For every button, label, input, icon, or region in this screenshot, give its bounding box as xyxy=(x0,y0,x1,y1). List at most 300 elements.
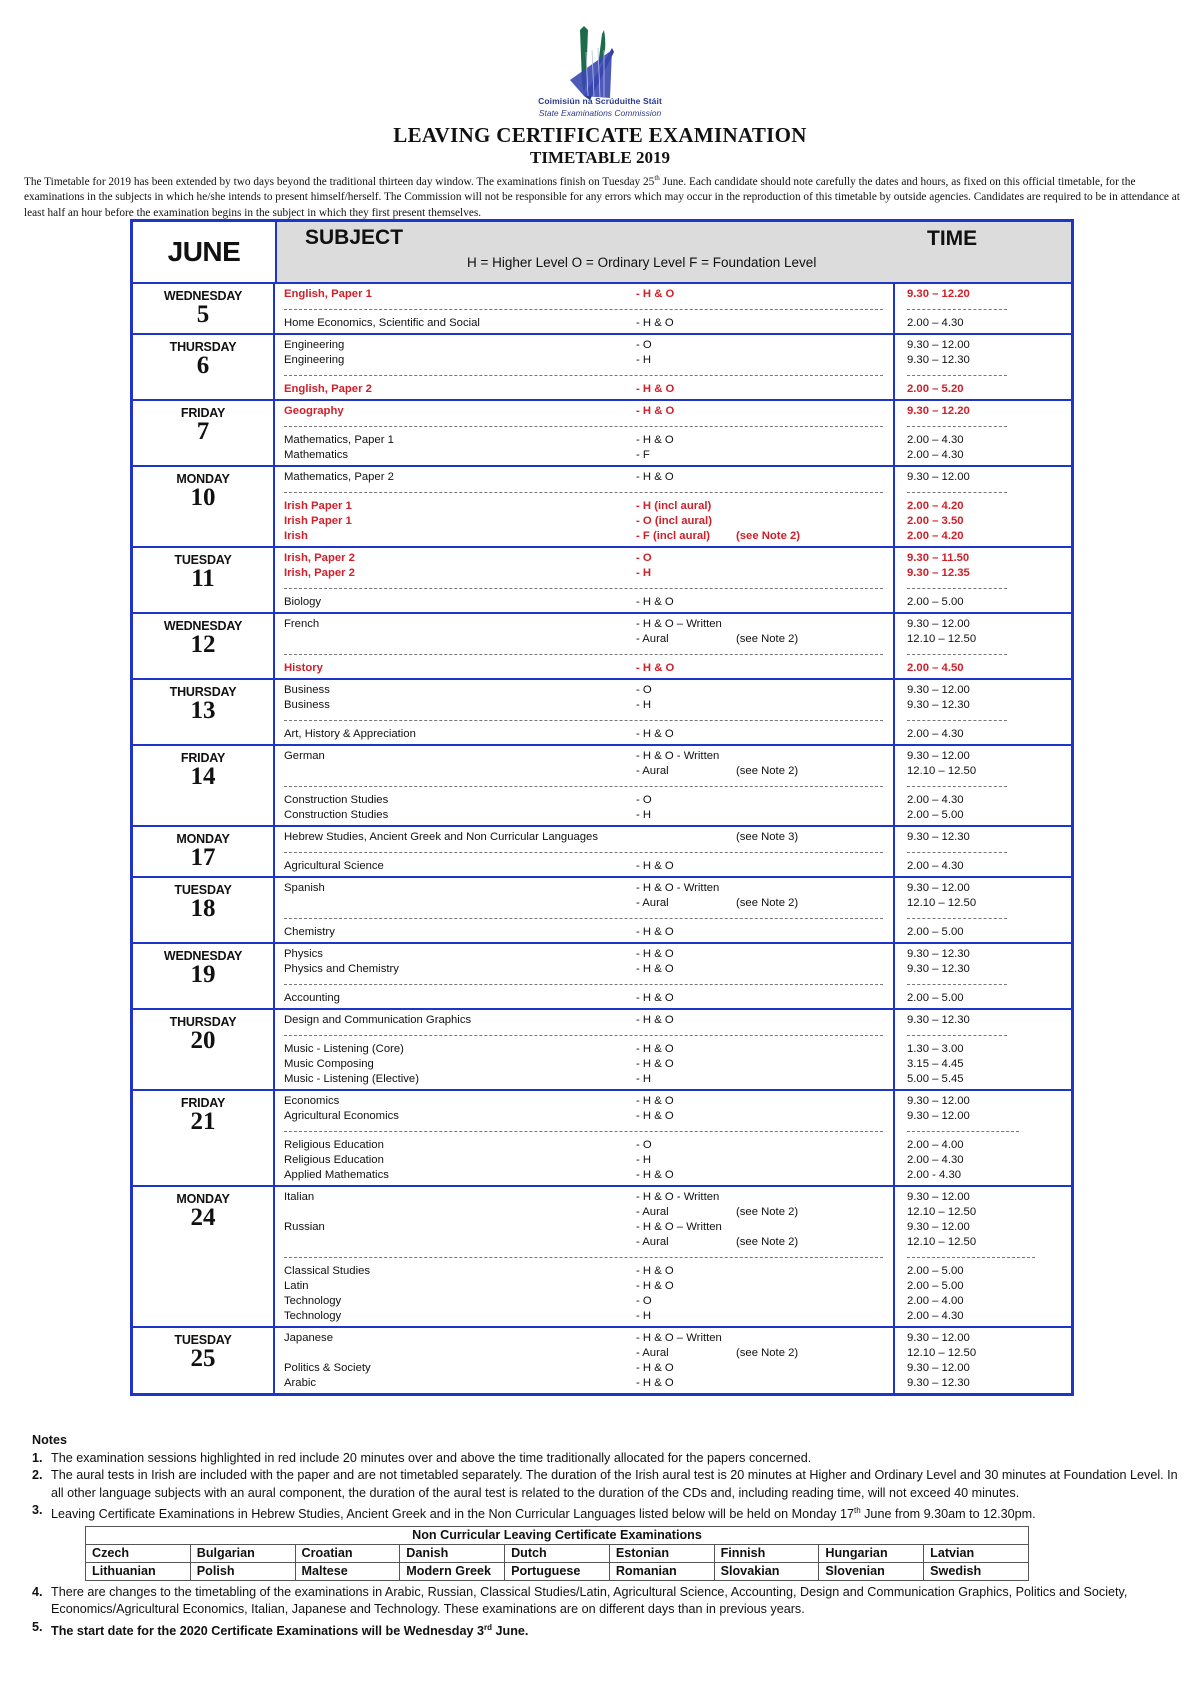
exam-time: 9.30 – 12.00 xyxy=(907,1095,970,1107)
exam-time: 2.00 – 3.50 xyxy=(907,515,964,527)
note-text-part: Leaving Certificate Examinations in Hebrew Studies, Ancient Greek and in the Non Curricular Languages listed below will be held on Monday 17 xyxy=(51,1507,854,1522)
note-3 xyxy=(32,1502,1182,1524)
session-divider xyxy=(907,977,1071,991)
sec-harp-logo xyxy=(540,22,660,122)
subject-name: Religious Education xyxy=(284,1154,384,1166)
exam-note xyxy=(736,1294,856,1309)
session-divider xyxy=(284,713,893,727)
note-superscript: rd xyxy=(484,1622,492,1632)
exam-level: - H (incl aural) xyxy=(636,500,712,512)
exam-level: - H & O xyxy=(636,926,674,938)
exam-time: 2.00 – 4.30 xyxy=(907,317,964,329)
exam-entry xyxy=(284,1235,893,1250)
exam-entry xyxy=(284,947,893,962)
exam-entry xyxy=(284,353,893,368)
exam-level: - O xyxy=(636,684,652,696)
note-number: 4. xyxy=(32,1584,43,1599)
session-divider xyxy=(284,779,893,793)
language-cell: Croatian xyxy=(295,1544,400,1562)
exam-time: 9.30 – 12.00 xyxy=(907,1332,970,1344)
language-cell: Maltese xyxy=(295,1562,400,1580)
exam-note: (see Note 2) xyxy=(736,530,801,542)
exam-note xyxy=(736,551,856,566)
exam-note xyxy=(736,925,856,940)
exam-time: 9.30 – 12.00 xyxy=(907,1191,970,1203)
subject-name: French xyxy=(284,618,320,630)
exam-time: 9.30 – 12.20 xyxy=(907,405,970,417)
subjects-cell xyxy=(275,284,895,333)
notes-heading: Notes xyxy=(32,1433,67,1447)
exam-level: - H & O xyxy=(636,1265,674,1277)
exam-entry xyxy=(284,632,893,647)
exam-time: 2.00 – 4.30 xyxy=(907,1310,964,1322)
language-cell: Romanian xyxy=(609,1562,714,1580)
exam-note xyxy=(736,1057,856,1072)
language-cell: Danish xyxy=(400,1544,505,1562)
session-divider xyxy=(284,1028,893,1042)
exam-entry xyxy=(284,793,893,808)
subject-header: SUBJECT xyxy=(305,226,404,249)
exam-time: 2.00 - 4.30 xyxy=(907,1169,962,1181)
exam-level: - H & O – Written xyxy=(636,1332,722,1344)
subjects-cell xyxy=(275,548,895,612)
day-row xyxy=(133,878,1071,944)
exam-time: 12.10 – 12.50 xyxy=(907,1206,977,1218)
session-divider xyxy=(284,1250,893,1264)
session-divider xyxy=(284,485,893,499)
exam-time: 2.00 – 4.50 xyxy=(907,662,964,674)
subject-name: Design and Communication Graphics xyxy=(284,1014,472,1026)
subject-name: Irish xyxy=(284,530,308,542)
day-number: 25 xyxy=(190,1345,216,1372)
exam-time: 9.30 – 12.00 xyxy=(907,1221,970,1233)
day-name: FRIDAY xyxy=(180,751,226,765)
times-cell xyxy=(895,827,1071,876)
day-name: WEDNESDAY xyxy=(163,289,243,303)
subject-name: Engineering xyxy=(284,339,345,351)
session-divider xyxy=(907,713,1071,727)
exam-entry xyxy=(284,1376,893,1391)
subject-name xyxy=(284,1235,636,1250)
exam-note xyxy=(736,1072,856,1087)
day-row xyxy=(133,335,1071,401)
subject-name: German xyxy=(284,750,325,762)
exam-level: - H & O - Written xyxy=(636,750,720,762)
exam-time: 12.10 – 12.50 xyxy=(907,897,977,909)
day-number: 6 xyxy=(196,352,210,379)
exam-level: - H & O xyxy=(636,317,674,329)
session-divider xyxy=(907,581,1071,595)
subject-name: Politics & Society xyxy=(284,1362,371,1374)
note-text-part: June from 9.30am to 12.30pm. xyxy=(860,1507,1036,1522)
times-cell xyxy=(895,1187,1071,1326)
session-divider xyxy=(907,1250,1071,1264)
exam-entry xyxy=(284,595,893,610)
day-date-cell xyxy=(133,827,275,876)
exam-note: (see Note 2) xyxy=(736,1206,799,1218)
exam-entry xyxy=(284,925,893,940)
exam-time: 2.00 – 4.30 xyxy=(907,728,964,740)
exam-note xyxy=(736,991,856,1006)
day-name: THURSDAY xyxy=(169,685,237,699)
session-divider xyxy=(907,1124,1071,1138)
exam-time: 2.00 – 5.00 xyxy=(907,809,964,821)
exam-level: - O xyxy=(636,1295,652,1307)
language-cell: Lithuanian xyxy=(86,1562,191,1580)
exam-level: - Aural xyxy=(636,897,669,909)
times-cell xyxy=(895,746,1071,825)
exam-level: - Aural xyxy=(636,765,669,777)
day-row xyxy=(133,827,1071,878)
day-date-cell xyxy=(133,467,275,546)
exam-level: - H xyxy=(636,699,652,711)
exam-level: - H & O xyxy=(636,860,674,872)
subject-name: Russian xyxy=(284,1221,325,1233)
exam-time: 2.00 – 4.30 xyxy=(907,434,964,446)
exam-time: 2.00 – 5.00 xyxy=(907,992,964,1004)
exam-time: 2.00 – 5.00 xyxy=(907,596,964,608)
subjects-cell xyxy=(275,467,895,546)
exam-level: - Aural xyxy=(636,1236,669,1248)
subject-name: Construction Studies xyxy=(284,794,389,806)
exam-note xyxy=(736,947,856,962)
exam-note xyxy=(736,514,856,529)
session-divider xyxy=(284,647,893,661)
day-number: 24 xyxy=(190,1204,216,1231)
exam-note xyxy=(736,382,856,397)
day-name: THURSDAY xyxy=(169,340,237,354)
subject-name: Spanish xyxy=(284,882,325,894)
exam-entry xyxy=(284,514,893,529)
exam-level: - H & O xyxy=(636,288,675,300)
day-date-cell xyxy=(133,284,275,333)
subject-name: Technology xyxy=(284,1310,342,1322)
subject-name: Mathematics, Paper 2 xyxy=(284,471,394,483)
exam-entry xyxy=(284,683,893,698)
exam-level: - H & O xyxy=(636,1014,674,1026)
exam-time: 9.30 – 12.30 xyxy=(907,831,970,843)
day-row xyxy=(133,284,1071,335)
day-date-cell xyxy=(133,1328,275,1393)
subjects-cell xyxy=(275,1328,895,1393)
exam-note xyxy=(736,1331,856,1346)
exam-level: - H xyxy=(636,567,652,579)
day-name: TUESDAY xyxy=(174,1333,232,1347)
exam-level: - O (incl aural) xyxy=(636,515,712,527)
exam-note xyxy=(736,793,856,808)
exam-entry xyxy=(284,991,893,1006)
exam-entry xyxy=(284,698,893,713)
exam-time: 2.00 – 5.00 xyxy=(907,926,964,938)
session-divider xyxy=(284,581,893,595)
subject-name xyxy=(284,764,636,779)
exam-note xyxy=(736,962,856,977)
exam-level: - H & O – Written xyxy=(636,618,722,630)
session-divider xyxy=(907,845,1071,859)
exam-level: - H xyxy=(636,1154,652,1166)
language-cell: Dutch xyxy=(505,1544,610,1562)
exam-time: 9.30 – 12.30 xyxy=(907,354,970,366)
subjects-cell xyxy=(275,746,895,825)
exam-entry xyxy=(284,470,893,485)
exam-level: - H & O xyxy=(636,471,674,483)
exam-entry xyxy=(284,661,893,676)
day-number: 17 xyxy=(190,844,216,871)
exam-entry xyxy=(284,1094,893,1109)
subject-name: Irish, Paper 2 xyxy=(284,552,355,564)
exam-entry xyxy=(284,1042,893,1057)
exam-level: - H xyxy=(636,354,652,366)
day-name: FRIDAY xyxy=(180,1096,226,1110)
day-number: 5 xyxy=(196,301,210,328)
subject-name: Biology xyxy=(284,596,322,608)
exam-time: 12.10 – 12.50 xyxy=(907,633,977,645)
subjects-cell xyxy=(275,680,895,744)
exam-note xyxy=(736,617,856,632)
exam-level: - H & O – Written xyxy=(636,1221,722,1233)
exam-level: - H & O xyxy=(636,1095,674,1107)
day-date-cell xyxy=(133,1010,275,1089)
exam-time: 9.30 – 12.30 xyxy=(907,699,970,711)
day-date-cell xyxy=(133,680,275,744)
times-cell xyxy=(895,1328,1071,1393)
subjects-cell xyxy=(275,614,895,678)
note-text-part: The start date for the 2020 Certificate Examinations will be Wednesday 3 xyxy=(51,1623,484,1638)
exam-note xyxy=(736,1153,856,1168)
subject-name: Construction Studies xyxy=(284,809,389,821)
exam-note xyxy=(736,566,856,581)
day-date-cell xyxy=(133,746,275,825)
session-divider xyxy=(907,368,1071,382)
language-cell: Polish xyxy=(190,1562,295,1580)
day-row xyxy=(133,467,1071,548)
exam-entry xyxy=(284,1013,893,1028)
subject-name: Engineering xyxy=(284,354,345,366)
note-1 xyxy=(32,1450,1182,1468)
non-curricular-table-body xyxy=(86,1544,1029,1580)
day-number: 14 xyxy=(190,763,216,790)
times-cell xyxy=(895,680,1071,744)
subject-name: Agricultural Science xyxy=(284,860,384,872)
exam-time: 1.30 – 3.00 xyxy=(907,1043,964,1055)
subject-name: Mathematics xyxy=(284,449,349,461)
subject-name: Chemistry xyxy=(284,926,335,938)
exam-time: 2.00 – 5.00 xyxy=(907,1280,964,1292)
intro-paragraph xyxy=(24,171,1184,222)
note-text: There are changes to the timetabling of the examinations in Arabic, Russian, Classical Studies/Latin, Agricultural Science, Accounting, Design and Communication Graphics, Politics and Society, Economics/Agricultural Economics, Italian, Japanese and Technology. These examinations are on different days than in previous years. xyxy=(51,1584,1128,1617)
time-header: TIME xyxy=(927,227,978,250)
day-name: MONDAY xyxy=(176,472,230,486)
day-name: FRIDAY xyxy=(180,406,226,420)
exam-time: 9.30 – 12.00 xyxy=(907,618,970,630)
language-cell: Hungarian xyxy=(819,1544,924,1562)
timetable-days xyxy=(133,284,1071,1393)
exam-time: 2.00 – 4.20 xyxy=(907,530,964,542)
exam-note xyxy=(736,470,856,485)
exam-note xyxy=(736,1168,856,1183)
exam-time: 3.15 – 4.45 xyxy=(907,1058,964,1070)
language-cell: Modern Greek xyxy=(400,1562,505,1580)
language-cell: Finnish xyxy=(714,1544,819,1562)
exam-level: - H & O xyxy=(636,1280,674,1292)
subject-name: Latin xyxy=(284,1280,309,1292)
times-cell xyxy=(895,1091,1071,1185)
subject-name: Physics and Chemistry xyxy=(284,963,399,975)
exam-level: - H & O xyxy=(636,992,674,1004)
exam-level: - F xyxy=(636,449,650,461)
language-cell: Latvian xyxy=(924,1544,1029,1562)
subject-name xyxy=(284,896,636,911)
exam-note xyxy=(736,1042,856,1057)
subjects-cell xyxy=(275,1091,895,1185)
exam-time: 9.30 – 12.00 xyxy=(907,882,970,894)
subject-name: Art, History & Appreciation xyxy=(284,728,416,740)
exam-level: - Aural xyxy=(636,633,669,645)
note-number: 2. xyxy=(32,1468,43,1482)
session-divider xyxy=(907,419,1071,433)
exam-level: - H & O xyxy=(636,1058,674,1070)
subject-name: Music - Listening (Elective) xyxy=(284,1073,419,1085)
exam-time: 9.30 – 12.00 xyxy=(907,1362,970,1374)
language-cell: Czech xyxy=(86,1544,191,1562)
exam-level: - H & O xyxy=(636,405,675,417)
language-row xyxy=(86,1544,1029,1562)
subject-name: Music Composing xyxy=(284,1058,374,1070)
subjects-cell xyxy=(275,878,895,942)
exam-time: 9.30 – 12.00 xyxy=(907,684,970,696)
subject-name: Business xyxy=(284,684,330,696)
day-name: WEDNESDAY xyxy=(163,949,243,963)
subject-name: Accounting xyxy=(284,992,340,1004)
exam-note xyxy=(736,1279,856,1294)
exam-entry xyxy=(284,1331,893,1346)
exam-note xyxy=(736,338,856,353)
exam-note: (see Note 2) xyxy=(736,897,799,909)
exam-time: 2.00 – 4.30 xyxy=(907,449,964,461)
exam-note: (see Note 3) xyxy=(736,831,799,843)
subject-name: History xyxy=(284,662,323,674)
day-number: 18 xyxy=(190,895,216,922)
exam-note xyxy=(736,749,856,764)
exam-level: - O xyxy=(636,1139,652,1151)
exam-entry xyxy=(284,1057,893,1072)
exam-note xyxy=(736,661,856,676)
timetable-header xyxy=(133,222,1071,284)
harp-icon xyxy=(540,22,660,122)
day-name: TUESDAY xyxy=(174,553,232,567)
day-date-cell xyxy=(133,1187,275,1326)
subject-name: Technology xyxy=(284,1295,342,1307)
exam-note xyxy=(736,683,856,698)
day-name: TUESDAY xyxy=(174,883,232,897)
exam-time: 9.30 – 12.00 xyxy=(907,339,970,351)
exam-level: - H & O xyxy=(636,434,674,446)
exam-note: (see Note 2) xyxy=(736,1236,799,1248)
exam-time: 2.00 – 4.00 xyxy=(907,1139,964,1151)
exam-time: 2.00 – 5.20 xyxy=(907,383,964,395)
day-row xyxy=(133,548,1071,614)
note-text xyxy=(51,1619,1182,1641)
exam-level: - H xyxy=(636,809,652,821)
times-cell xyxy=(895,284,1071,333)
month-header: JUNE xyxy=(133,222,277,282)
exam-entry xyxy=(284,287,893,302)
exam-entry xyxy=(284,808,893,823)
exam-level: - H & O - Written xyxy=(636,882,720,894)
exam-entry xyxy=(284,764,893,779)
language-cell: Bulgarian xyxy=(190,1544,295,1562)
exam-entry xyxy=(284,1153,893,1168)
exam-entry xyxy=(284,1309,893,1324)
intro-text-2: June. Each candidate should note carefully the dates and hours, as fixed on this official timetable, for the examinations in the subjects in which he/she intends to present himself/herself. The Commission will not be responsible for any errors which may occur in the reproduction of this timetable by outside agencies. Candidates are required to be in attendance at least half an hour before the examination begins in the subject in which they first present themselves. xyxy=(24,175,1180,220)
subject-name: Home Economics, Scientific and Social xyxy=(284,317,480,329)
subjects-cell xyxy=(275,1010,895,1089)
subject-name: Arabic xyxy=(284,1377,317,1389)
subject-time-header xyxy=(277,222,1071,282)
session-divider xyxy=(284,911,893,925)
org-name-english: State Examinations Commission xyxy=(538,108,662,118)
exam-note xyxy=(736,859,856,874)
exam-note xyxy=(736,499,856,514)
session-divider xyxy=(284,1124,893,1138)
subject-name: Physics xyxy=(284,948,323,960)
note-superscript: th xyxy=(853,1506,861,1515)
subject-name: Irish, Paper 2 xyxy=(284,567,355,579)
exam-level: - O xyxy=(636,552,652,564)
level-legend: H = Higher Level O = Ordinary Level F = Foundation Level xyxy=(467,255,817,270)
exam-note xyxy=(736,1220,856,1235)
day-name: MONDAY xyxy=(176,832,230,846)
exam-level: - H & O xyxy=(636,1169,674,1181)
exam-entry xyxy=(284,382,893,397)
subject-name xyxy=(284,632,636,647)
exam-entry xyxy=(284,404,893,419)
exam-entry xyxy=(284,499,893,514)
exam-time: 2.00 – 5.00 xyxy=(907,1265,964,1277)
exam-time: 2.00 – 4.20 xyxy=(907,500,964,512)
exam-note: (see Note 2) xyxy=(736,765,799,777)
exam-note xyxy=(736,1109,856,1124)
subject-name xyxy=(284,1205,636,1220)
exam-time: 2.00 – 4.30 xyxy=(907,794,964,806)
day-row xyxy=(133,746,1071,827)
exam-note xyxy=(736,404,856,419)
subject-name: Irish Paper 1 xyxy=(284,500,352,512)
exam-entry xyxy=(284,727,893,742)
exam-entry xyxy=(284,1138,893,1153)
exam-note xyxy=(736,287,856,302)
exam-entry xyxy=(284,1220,893,1235)
exam-time: 9.30 – 12.00 xyxy=(907,750,970,762)
exam-entry xyxy=(284,316,893,331)
session-divider xyxy=(907,647,1071,661)
day-number: 12 xyxy=(190,631,216,658)
note-number: 3. xyxy=(32,1503,43,1517)
times-cell xyxy=(895,401,1071,465)
notes-section xyxy=(32,1432,1182,1640)
exam-entry xyxy=(284,896,893,911)
exam-entry xyxy=(284,1072,893,1087)
day-row xyxy=(133,401,1071,467)
subject-name: Business xyxy=(284,699,330,711)
day-row xyxy=(133,1187,1071,1328)
day-row xyxy=(133,1328,1071,1393)
exam-time: 9.30 – 12.20 xyxy=(907,288,970,300)
exam-entry xyxy=(284,1168,893,1183)
exam-note xyxy=(736,1264,856,1279)
session-divider xyxy=(284,419,893,433)
note-text xyxy=(51,1502,1182,1524)
